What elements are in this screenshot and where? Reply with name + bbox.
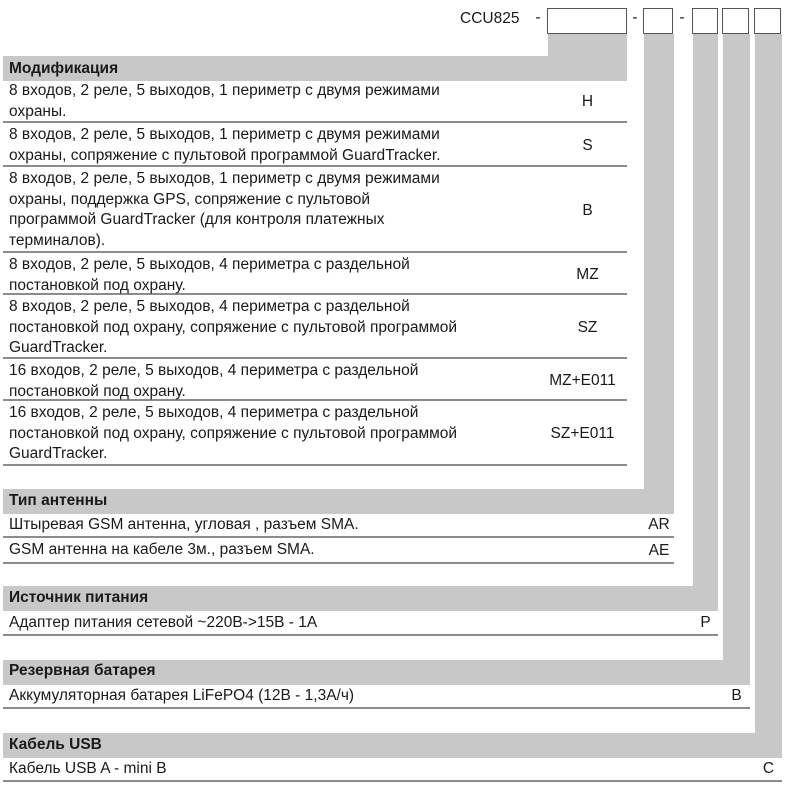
- table-row: [3, 81, 627, 123]
- modification-table: [3, 81, 627, 466]
- modification-bracket: [548, 34, 627, 56]
- table-row: [3, 540, 674, 564]
- antenna-code-box: [643, 8, 673, 34]
- model-label: CCU825: [460, 10, 520, 27]
- row-description: 8 входов, 2 реле, 5 выходов, 4 периметра с раздельной постановкой под охрану, сопряжение с пультовой программой GuardTracker.: [9, 298, 458, 356]
- table-row: [3, 297, 627, 359]
- power-table: [3, 611, 718, 636]
- row-code: S: [582, 137, 593, 154]
- row-code: MZ: [576, 266, 599, 283]
- usb-table: [3, 758, 782, 782]
- table-row: [3, 125, 627, 167]
- row-description: GSM антенна на кабеле 3м., разъем SMA.: [9, 541, 315, 558]
- table-row: [3, 685, 750, 709]
- row-code: SZ: [577, 319, 598, 336]
- row-code: H: [581, 93, 594, 110]
- usb-bracket: [755, 34, 782, 733]
- power-title: Источник питания: [9, 589, 149, 606]
- row-code: B: [582, 202, 593, 219]
- usb-title: Кабель USB: [9, 736, 102, 753]
- power-code-box: [692, 8, 718, 34]
- table-row: [3, 611, 718, 636]
- table-row: [3, 514, 674, 538]
- row-description: Штыревая GSM антенна, угловая , разъем SMA.: [9, 516, 359, 533]
- battery-title: Резервная батарея: [9, 662, 156, 679]
- row-description: 16 входов, 2 реле, 5 выходов, 4 периметра с раздельной постановкой под охрану.: [9, 362, 419, 400]
- code-dash-1: -: [535, 9, 541, 26]
- row-code: AR: [648, 516, 670, 533]
- table-row: [3, 255, 627, 295]
- row-code: SZ+E011: [550, 424, 615, 442]
- row-code: B: [731, 687, 742, 704]
- antenna-bracket: [644, 34, 674, 489]
- code-dash-2: -: [632, 9, 638, 26]
- usb-code-box: [754, 8, 781, 34]
- table-row: [3, 169, 627, 253]
- modification-title: Модификация: [9, 60, 119, 77]
- row-description: Аккумуляторная батарея LiFePO4 (12В - 1,3А/ч): [9, 687, 355, 704]
- row-code: MZ+E011: [549, 372, 616, 389]
- row-description: Адаптер питания сетевой ~220В->15В - 1А: [9, 614, 318, 631]
- row-description: 8 входов, 2 реле, 5 выходов, 1 периметр с двумя режимами охраны.: [9, 82, 440, 120]
- row-description: 8 входов, 2 реле, 5 выходов, 4 периметра с раздельной постановкой под охрану.: [9, 256, 410, 294]
- row-code: C: [762, 760, 775, 777]
- row-description: 8 входов, 2 реле, 5 выходов, 1 периметр с двумя режимами охраны, поддержка GPS, сопряжение с пультовой программой GuardTracker (для контроля платежных терминалов).: [9, 170, 440, 249]
- antenna-table: [3, 514, 674, 564]
- row-description: 16 входов, 2 реле, 5 выходов, 4 периметра с раздельной постановкой под охрану, сопряжение с пультовой программой GuardTracker.: [9, 404, 458, 462]
- table-row: [3, 758, 782, 782]
- row-code: P: [700, 613, 711, 631]
- battery-table: [3, 685, 750, 709]
- row-code: AE: [648, 542, 670, 559]
- antenna-title: Тип антенны: [9, 492, 108, 509]
- table-row: [3, 361, 627, 401]
- table-row: [3, 403, 627, 466]
- code-dash-3: -: [679, 9, 685, 26]
- row-description: Кабель USB A - mini B: [9, 760, 167, 777]
- battery-code-box: [722, 8, 749, 34]
- power-bracket: [693, 34, 718, 586]
- battery-bracket: [723, 34, 750, 660]
- modification-code-box: [547, 8, 627, 34]
- row-description: 8 входов, 2 реле, 5 выходов, 1 периметр с двумя режимами охраны, сопряжение с пультовой программой GuardTracker.: [9, 126, 441, 164]
